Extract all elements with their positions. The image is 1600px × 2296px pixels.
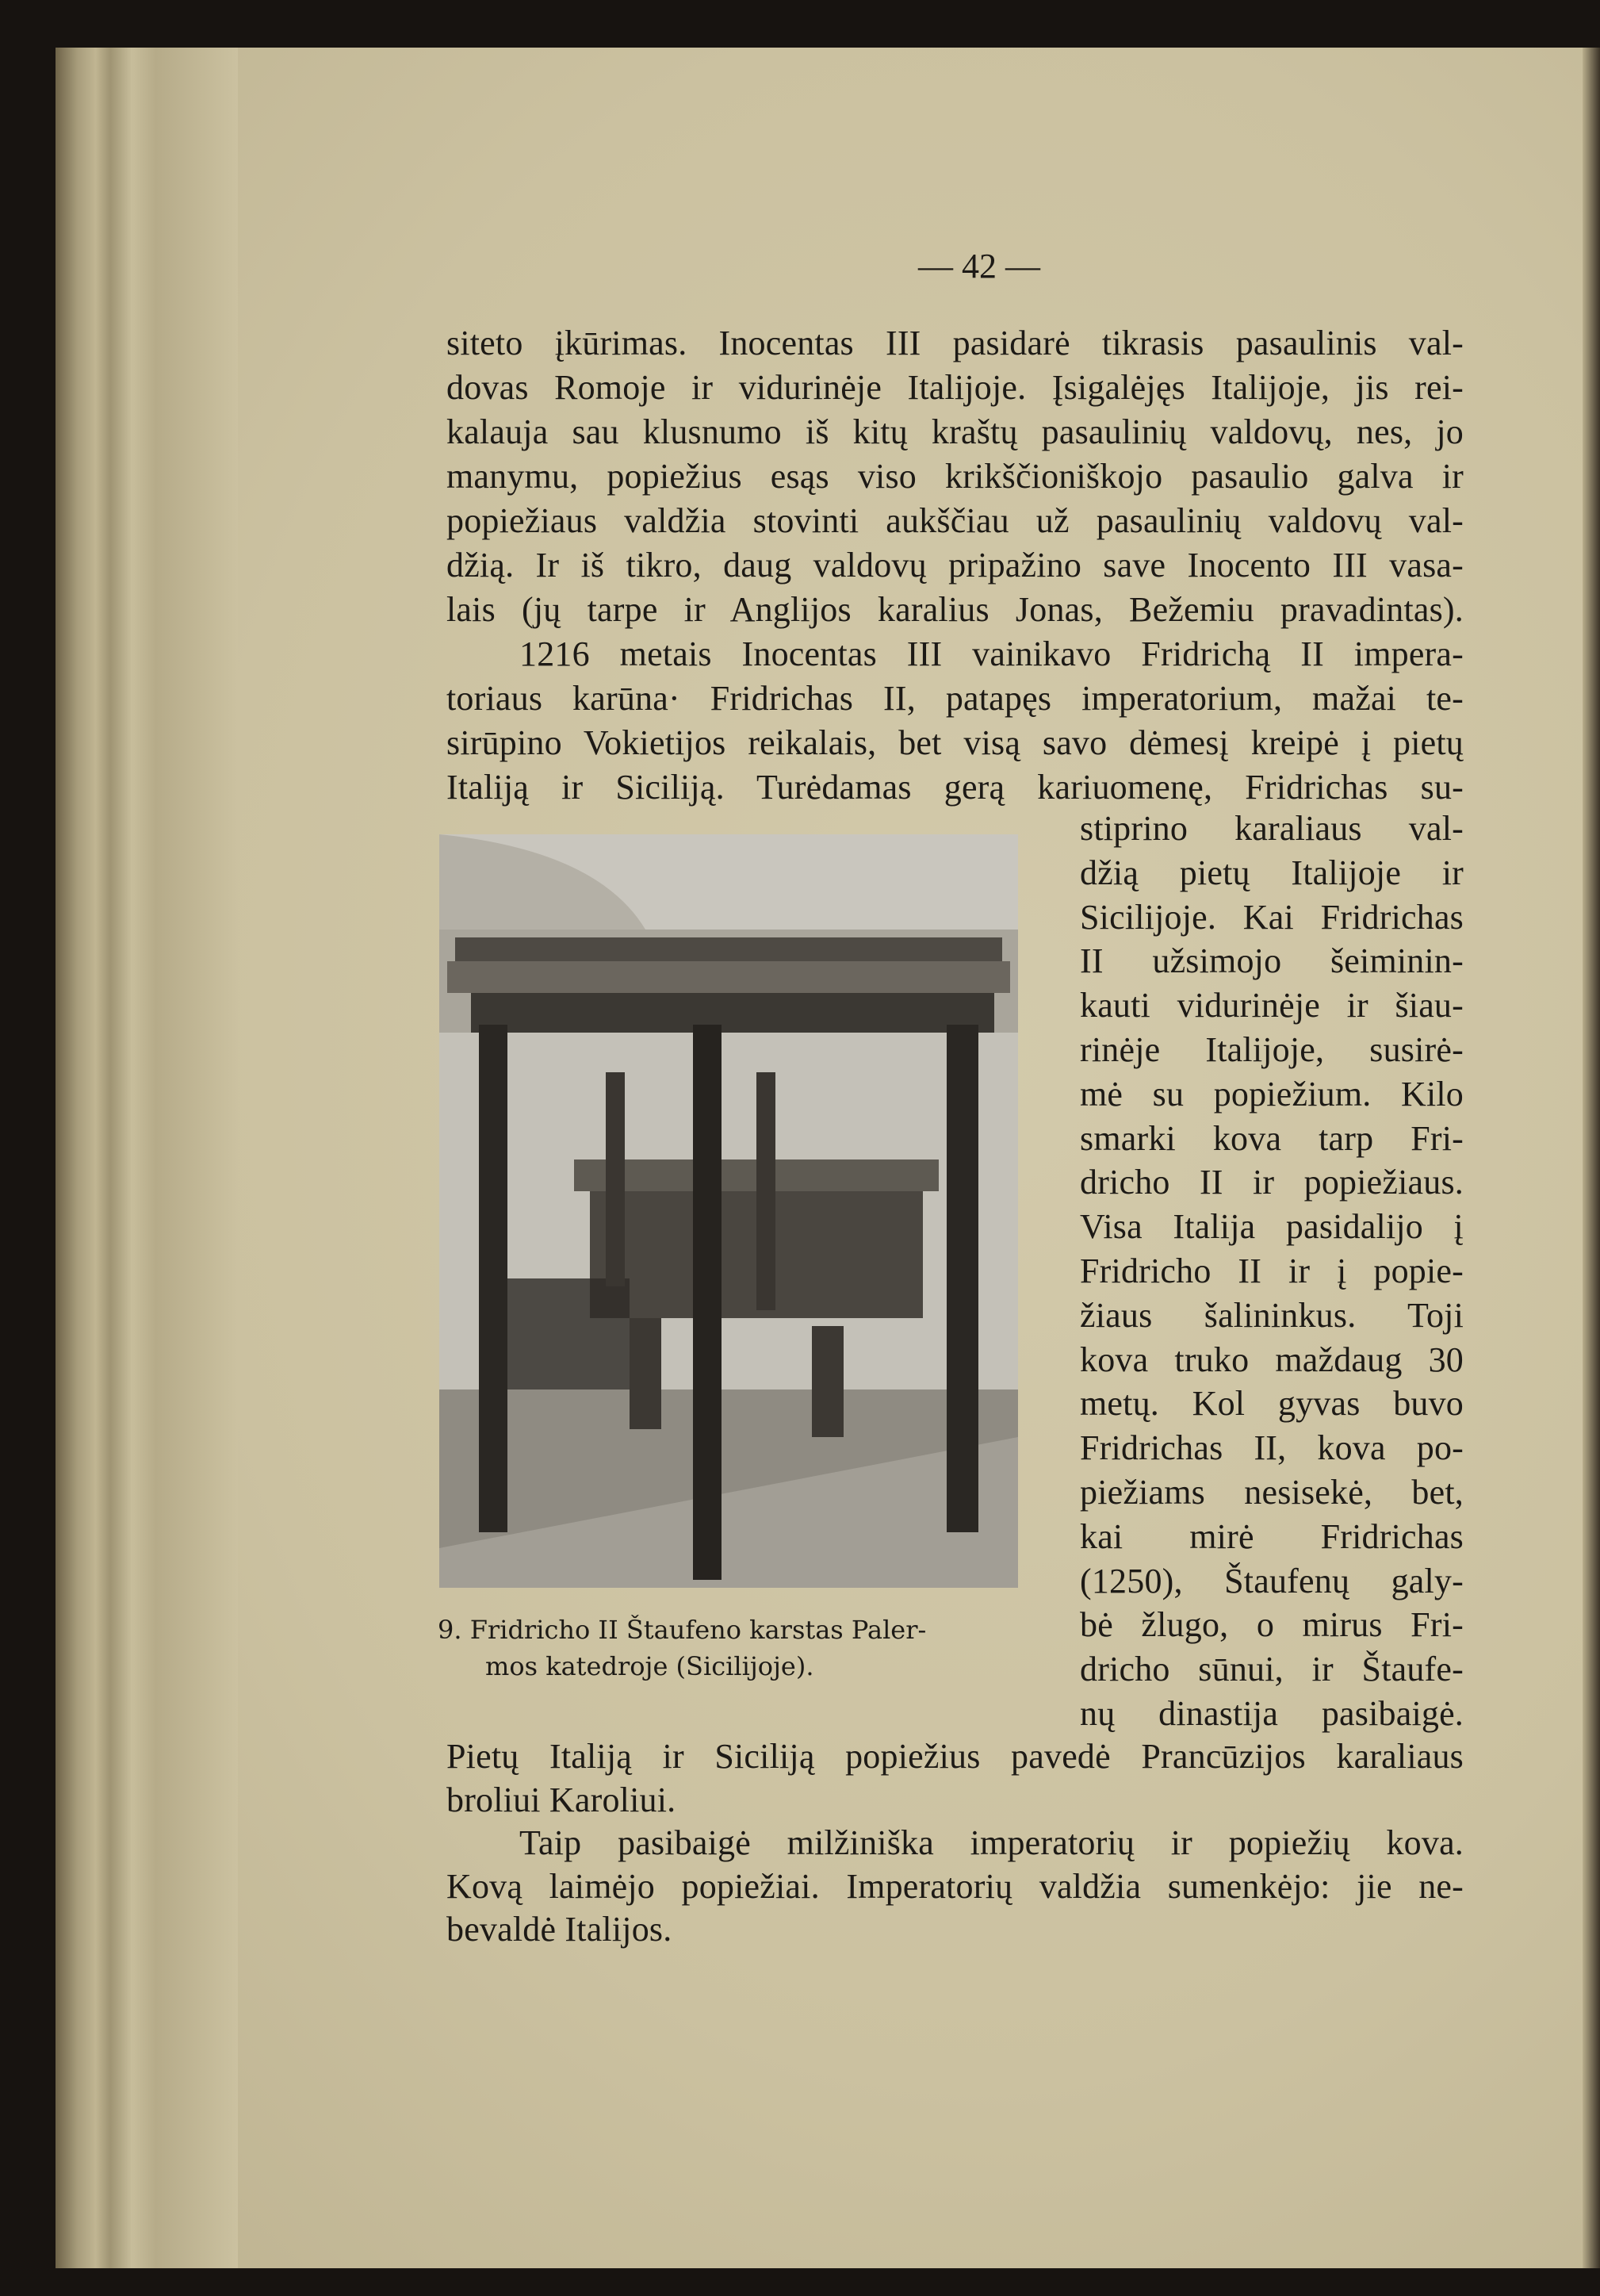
figure-photo-sarcophagus <box>439 834 1018 1588</box>
text-line: kalauja sau klusnumo iš kitų kraštų pasaulinių valdovų, nes, jo <box>446 412 1464 451</box>
text-line: (1250), Štaufenų galy- <box>1080 1562 1464 1600</box>
text-line: stiprino karaliaus val- <box>1080 809 1464 848</box>
text-line: mė su popiežium. Kilo <box>1080 1075 1464 1114</box>
figure-caption-line2: mos katedroje (Sicilijoje). <box>485 1651 814 1681</box>
sarcophagus-photo <box>439 834 1018 1588</box>
text-line: Fridricho II ir į popie- <box>1080 1251 1464 1290</box>
text-line: piežiams nesisekė, bet, <box>1080 1473 1464 1512</box>
text-line: Fridrichas II, kova po- <box>1080 1428 1464 1467</box>
text-line: toriaus karūna· Fridrichas II, patapęs imperatorium, mažai te- <box>446 679 1464 718</box>
text-line: rinėje Italijoje, susirė- <box>1080 1030 1464 1069</box>
text-line: Kovą laimėjo popiežiai. Imperatorių valdžia sumenkėjo: jie ne- <box>446 1867 1464 1906</box>
text-line: bė žlugo, o mirus Fri- <box>1080 1605 1464 1644</box>
text-line: žiaus šalininkus. Toji <box>1080 1296 1464 1335</box>
text-line: broliui Karoliui. <box>446 1780 676 1819</box>
text-line: Pietų Italiją ir Siciliją popiežius pavedė Prancūzijos karaliaus <box>446 1737 1464 1776</box>
text-line: nų dinastija pasibaigė. <box>1080 1694 1464 1733</box>
text-line: dricho sūnui, ir Štaufe- <box>1080 1650 1464 1688</box>
text-line: Taip pasibaigė milžiniška imperatorių ir popiežių kova. <box>519 1823 1464 1862</box>
text-line: II užsimojo šeiminin- <box>1080 941 1464 980</box>
text-line: popiežiaus valdžia stovinti aukščiau už pasaulinių valdovų val- <box>446 501 1464 540</box>
text-line: Italiją ir Siciliją. Turėdamas gerą kariuomenę, Fridrichas su- <box>446 768 1464 807</box>
text-line: lais (jų tarpe ir Anglijos karalius Jonas, Bežemiu pravadintas). <box>446 590 1464 629</box>
text-line: kauti vidurinėje ir šiau- <box>1080 986 1464 1025</box>
text-line: bevaldė Italijos. <box>446 1910 672 1949</box>
text-line: siteto įkūrimas. Inocentas III pasidarė tikrasis pasaulinis val- <box>446 324 1464 362</box>
page-edges <box>56 48 238 2268</box>
text-line: dovas Romoje ir vidurinėje Italijoje. Įsigalėjęs Italijoje, jis rei- <box>446 368 1464 407</box>
text-line: manymu, popiežius esąs viso krikščioniškojo pasaulio galva ir <box>446 457 1464 496</box>
figure-caption-line1: 9. Fridricho II Štaufeno karstas Paler- <box>438 1615 927 1645</box>
text-line: metų. Kol gyvas buvo <box>1080 1384 1464 1423</box>
text-line: sirūpino Vokietijos reikalais, bet visą savo dėmesį kreipė į pietų <box>446 723 1464 762</box>
text-line: 1216 metais Inocentas III vainikavo Fridrichą II impera- <box>519 634 1464 673</box>
text-line: kova truko maždaug 30 <box>1080 1340 1464 1379</box>
text-line: Sicilijoje. Kai Fridrichas <box>1080 898 1464 937</box>
text-line: džią. Ir iš tikro, daug valdovų pripažino save Inocento III vasa- <box>446 546 1464 585</box>
text-line: džią pietų Italijoje ir <box>1080 853 1464 892</box>
page-number: — 42 — <box>918 247 1040 286</box>
text-line: dricho II ir popiežiaus. <box>1080 1163 1464 1202</box>
text-line: smarki kova tarp Fri- <box>1080 1119 1464 1158</box>
page-right-edge <box>1583 48 1600 2268</box>
text-line: Visa Italija pasidalijo į <box>1080 1207 1464 1246</box>
text-line: kai mirė Fridrichas <box>1080 1517 1464 1556</box>
